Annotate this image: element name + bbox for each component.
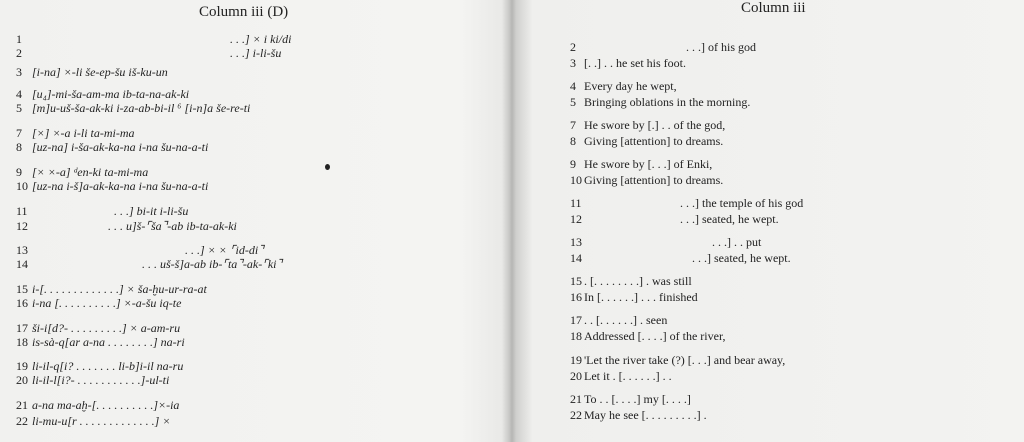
line-number: 5 bbox=[16, 101, 22, 115]
line-number: 5 bbox=[570, 95, 576, 109]
right-line-text: Every day he wept, bbox=[584, 79, 677, 93]
left-line-text: [uz-na i-š]a-ak-ka-na i-na šu-na-a-ti bbox=[32, 179, 209, 193]
line-number: 8 bbox=[570, 134, 576, 148]
right-line-text: In [. . . . . .] . . . finished bbox=[584, 290, 698, 304]
line-number: 1 bbox=[16, 32, 22, 46]
line-number: 15 bbox=[570, 274, 582, 288]
right-line-text: Giving [attention] to dreams. bbox=[584, 134, 724, 148]
left-line-text: [m]u-uš-ša-ak-ki i-za-ab-bi-il ⁶ [i-n]a še-re-ti bbox=[32, 101, 251, 115]
line-number: 11 bbox=[570, 196, 582, 210]
right-line-text: . . .] the temple of his god bbox=[680, 196, 804, 210]
right-column-title: Column iii bbox=[741, 0, 806, 16]
right-line-text: Let it . [. . . . . .] . . bbox=[584, 369, 672, 383]
right-line-text: Bringing oblations in the morning. bbox=[584, 95, 751, 109]
ink-speck bbox=[325, 164, 330, 170]
right-line-text: . . .] seated, he wept. bbox=[680, 212, 779, 226]
right-line-text: . . .] of his god bbox=[686, 40, 756, 54]
line-number: 10 bbox=[16, 179, 28, 193]
line-number: 9 bbox=[16, 165, 22, 179]
left-line-text: li-il-l[i?- . . . . . . . . . . .]-ul-ti bbox=[32, 373, 170, 387]
left-line-text: [×] ×-a i-li ta-mi-ma bbox=[32, 126, 135, 140]
line-number: 3 bbox=[16, 65, 22, 79]
line-number: 8 bbox=[16, 140, 22, 154]
left-line-text: . . .] × × ⌜id-di⌝ bbox=[185, 243, 264, 257]
right-line-text: . . [. . . . . .] . seen bbox=[584, 313, 668, 327]
left-line-text: . . . u]š-⌜ša⌝-ab ib-ta-ak-ki bbox=[108, 219, 237, 233]
line-number: 7 bbox=[16, 126, 22, 140]
right-line-text: . . .] . . put bbox=[712, 235, 762, 249]
line-number: 16 bbox=[570, 290, 582, 304]
left-line-text: . . .] i-li-šu bbox=[230, 46, 282, 60]
left-line-text: a-na ma-aḫ-[. . . . . . . . . .]×-ia bbox=[32, 398, 180, 412]
right-line-text: Giving [attention] to dreams. bbox=[584, 173, 724, 187]
left-line-text: ši-i[d?- . . . . . . . . .] × a-am-ru bbox=[32, 321, 181, 335]
right-line-text: May he see [. . . . . . . . .] . bbox=[584, 408, 707, 422]
line-number: 20 bbox=[16, 373, 28, 387]
line-number: 7 bbox=[570, 118, 576, 132]
line-number: 18 bbox=[570, 329, 582, 343]
line-number: 3 bbox=[570, 56, 576, 70]
line-number: 2 bbox=[570, 40, 576, 54]
right-line-text: He swore by [.] . . of the god, bbox=[584, 118, 726, 132]
right-line-text: . . .] seated, he wept. bbox=[692, 251, 791, 265]
line-number: 13 bbox=[16, 243, 28, 257]
left-line-text: [× ×-a] ᵈen-ki ta-mi-ma bbox=[32, 165, 149, 179]
left-line-text: [i-na] ×-li še-ep-šu iš-ku-un bbox=[32, 65, 168, 79]
line-number: 15 bbox=[16, 282, 28, 296]
line-number: 14 bbox=[570, 251, 582, 265]
line-number: 18 bbox=[16, 335, 28, 349]
line-number: 17 bbox=[570, 313, 582, 327]
line-number: 11 bbox=[16, 204, 28, 218]
right-page-translation bbox=[511, 0, 1024, 442]
line-number: 10 bbox=[570, 173, 582, 187]
left-line-text: [uz-na] i-ša-ak-ka-na i-na šu-na-a-ti bbox=[32, 140, 209, 154]
left-line-text: i-na [. . . . . . . . . .] ×-a-šu iq-te bbox=[32, 296, 182, 310]
line-number: 19 bbox=[16, 359, 28, 373]
line-number: 22 bbox=[16, 414, 28, 428]
right-line-text: He swore by [. . .] of Enki, bbox=[584, 157, 713, 171]
line-number: 14 bbox=[16, 257, 28, 271]
right-line-text: [. .] . . he set his foot. bbox=[584, 56, 686, 70]
line-number: 17 bbox=[16, 321, 28, 335]
left-page-transliteration bbox=[0, 0, 505, 442]
line-number: 19 bbox=[570, 353, 582, 367]
line-number: 13 bbox=[570, 235, 582, 249]
line-number: 21 bbox=[570, 392, 582, 406]
left-column-title: Column iii (D) bbox=[199, 4, 289, 20]
line-number: 12 bbox=[570, 212, 582, 226]
left-line-text: li-il-q[i? . . . . . . . li-b]i-il na-ru bbox=[32, 359, 184, 373]
line-number: 4 bbox=[570, 79, 576, 93]
left-line-text: i-[. . . . . . . . . . . . .] × ša-ḫu-ur-ra-at bbox=[32, 282, 207, 296]
line-number: 9 bbox=[570, 157, 576, 171]
right-line-text: 'Let the river take (?) [. . .] and bear away, bbox=[584, 353, 786, 367]
line-number: 2 bbox=[16, 46, 22, 60]
right-line-text: To . . [. . . .] my [. . . .] bbox=[584, 392, 691, 406]
right-line-text: Addressed [. . . .] of the river, bbox=[584, 329, 726, 343]
line-number: 16 bbox=[16, 296, 28, 310]
left-line-text: is-sà-q[ar a-na . . . . . . . .] na-ri bbox=[32, 335, 185, 349]
left-line-text: . . .] bi-it i-li-šu bbox=[114, 204, 189, 218]
right-line-text: . [. . . . . . . .] . was still bbox=[584, 274, 692, 288]
line-number: 4 bbox=[16, 87, 22, 101]
left-line-text: . . . uš-š]a-ab ib-⌜ta⌝-ak-⌜ki⌝ bbox=[142, 257, 283, 271]
line-number: 22 bbox=[570, 408, 582, 422]
left-line-text: . . .] × i ki/di bbox=[230, 32, 292, 46]
left-line-text: [u₄]-mi-ša-am-ma ib-ta-na-ak-ki bbox=[32, 87, 190, 101]
line-number: 12 bbox=[16, 219, 28, 233]
line-number: 21 bbox=[16, 398, 28, 412]
left-line-text: li-mu-u[r . . . . . . . . . . . . .] × bbox=[32, 414, 171, 428]
line-number: 20 bbox=[570, 369, 582, 383]
